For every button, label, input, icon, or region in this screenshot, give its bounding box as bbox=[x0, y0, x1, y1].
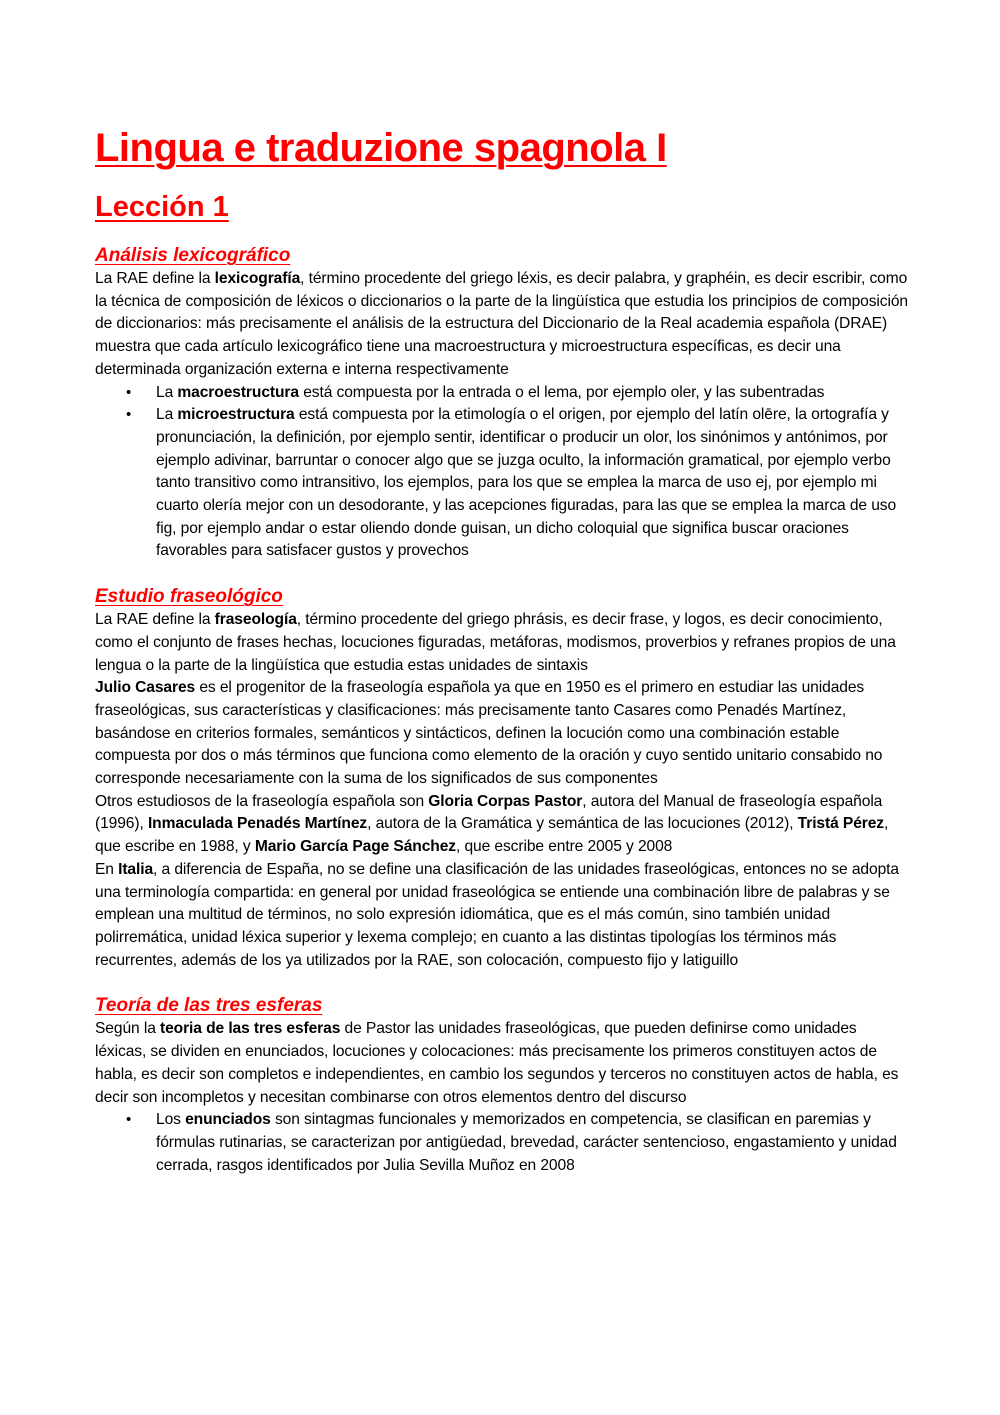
bold-term: fraseología bbox=[214, 611, 297, 629]
paragraph bbox=[95, 268, 910, 382]
text-run: , que escribe en 1988, y bbox=[95, 815, 889, 856]
text-run: , término procedente del griego phrásis, es decir frase, y logos, es decir conocimiento, como el conjunto de frases hechas, locuciones figuradas, metáforas, modismos, proverbios y refranes propios de una lengua o la parte de la lingüística que estudia estas unidades de sintaxis bbox=[95, 611, 896, 674]
list-item bbox=[156, 382, 910, 405]
bold-term: Inmaculada Penadés Martínez bbox=[147, 815, 368, 833]
bold-term: Mario García Page Sánchez bbox=[254, 838, 456, 856]
text-run: En bbox=[95, 860, 119, 878]
bold-term: teoria de las tres esferas bbox=[160, 1020, 341, 1038]
text-run: La RAE define la bbox=[95, 611, 215, 629]
sections-container bbox=[95, 244, 910, 1177]
bold-term: macroestructura bbox=[177, 383, 299, 401]
text-run: está compuesta por la etimología o el origen, por ejemplo del latín olēre, la ortografía y pronunciación, la definición, por ejemplo sentir, identificar o producir un olor, los sinónimos y antónimos, por ejemplo adivinar, barruntar o conocer algo que se juzga oculto, la información gramatical, por ejemplo verbo tanto transitivo como intransitivo, los ejemplos, para los que se emplea la marca de uso ej, por ejemplo mi cuarto olería mejor con un desodorante, y las acepciones figuradas, para las que se emplea la marca de uso fig, por ejemplo andar o estar oliendo donde guisan, un dicho coloquial que significa buscar oraciones favorables para satisfacer gustos y provechos bbox=[156, 406, 897, 560]
text-run: , autora de la Gramática y semántica de las locuciones (2012), bbox=[367, 815, 798, 833]
paragraph bbox=[95, 677, 910, 791]
text-run: Otros estudiosos de la fraseología española son bbox=[95, 792, 429, 810]
text-run: , término procedente del griego léxis, es decir palabra, y graphéin, es decir escribir, como la técnica de composición de léxicos o diccionarios o la parte de la lingüística que estudia los principios de composición de diccionarios: más precisamente el análisis de la estructura del Diccionario de la Real academia española (DRAE) muestra que cada artículo lexicográfico tiene una macroestructura y microestructura específicas, es decir una determinada organización externa e interna respectivamente bbox=[95, 270, 908, 378]
list-item bbox=[156, 404, 910, 563]
lesson-heading: Lección 1 bbox=[95, 191, 229, 223]
text-run: , autora del Manual de fraseología española (1996), bbox=[95, 792, 883, 833]
bullet-list bbox=[95, 382, 910, 564]
document-page bbox=[95, 122, 910, 1177]
section-heading: Teoría de las tres esferas bbox=[95, 995, 323, 1017]
text-run: de Pastor las unidades fraseológicas, que pueden definirse como unidades léxicas, se dividen en enunciados, locuciones y colocaciones: más precisamente los primeros constituyen actos de habla, es decir son completos e independientes, en cambio los segundos y terceros no constituyen actos de habla, es decir son incompletos y necesitan combinarse con otros elementos dentro del discurso bbox=[95, 1020, 899, 1106]
list-item bbox=[156, 1109, 910, 1177]
bold-term: Julio Casares bbox=[95, 679, 196, 697]
text-run: La bbox=[156, 383, 178, 401]
bold-term: Gloria Corpas Pastor bbox=[428, 792, 583, 810]
paragraph bbox=[95, 859, 910, 973]
paragraph bbox=[95, 1018, 910, 1109]
text-run: Según la bbox=[95, 1020, 160, 1038]
section-heading: Estudio fraseológico bbox=[95, 586, 283, 608]
bold-term: Tristá Pérez bbox=[797, 815, 885, 833]
text-run: , que escribe entre 2005 y 2008 bbox=[456, 838, 673, 856]
bold-term: microestructura bbox=[177, 406, 295, 424]
bold-term: Italia bbox=[118, 860, 154, 878]
text-run: La RAE define la bbox=[95, 270, 215, 287]
bold-term: lexicografía bbox=[214, 270, 301, 287]
document-title: Lingua e traduzione spagnola I bbox=[95, 126, 667, 170]
text-run: es el progenitor de la fraseología española ya que en 1950 es el primero en estudiar las unidades fraseológicas, sus características y clasificaciones: más precisamente tanto Casares como Penadés Martínez, basándose en criterios formales, semánticos y sintácticos, definen la locución como una combinación estable compuesta por dos o más términos que funciona como elemento de la oración y cuyo sentido unitario consabido no corresponde necesariamente con la suma de los significados de sus componentes bbox=[95, 679, 883, 788]
text-run: , a diferencia de España, no se define una clasificación de las unidades fraseológicas, entonces no se adopta una terminología compartida: en general por unidad fraseológica se entiende una combinación libre de palabras y se emplean una multitud de términos, no solo expresión idiomática, que es el más común, sino también unidad polirremática, unidad léxica superior y lexema complejo; en cuanto a las distintas tipologías los términos más recurrentes, además de los ya utilizados por la RAE, son colocación, compuesto fijo y latiguillo bbox=[95, 860, 899, 969]
paragraph bbox=[95, 609, 910, 677]
text-run: Los bbox=[156, 1111, 186, 1129]
bold-term: enunciados bbox=[185, 1111, 271, 1129]
text-run: La bbox=[156, 406, 178, 424]
bullet-list bbox=[95, 1109, 910, 1177]
section-heading: Análisis lexicográfico bbox=[95, 245, 291, 266]
text-run: son sintagmas funcionales y memorizados en competencia, se clasifican en paremias y fórmulas rutinarias, se caracterizan por antigüedad, brevedad, carácter sentencioso, engastamiento y unidad cerrada, rasgos identificados por Julia Sevilla Muñoz en 2008 bbox=[156, 1111, 897, 1174]
paragraph bbox=[95, 791, 910, 859]
text-run: está compuesta por la entrada o el lema, por ejemplo oler, y las subentradas bbox=[298, 383, 825, 401]
